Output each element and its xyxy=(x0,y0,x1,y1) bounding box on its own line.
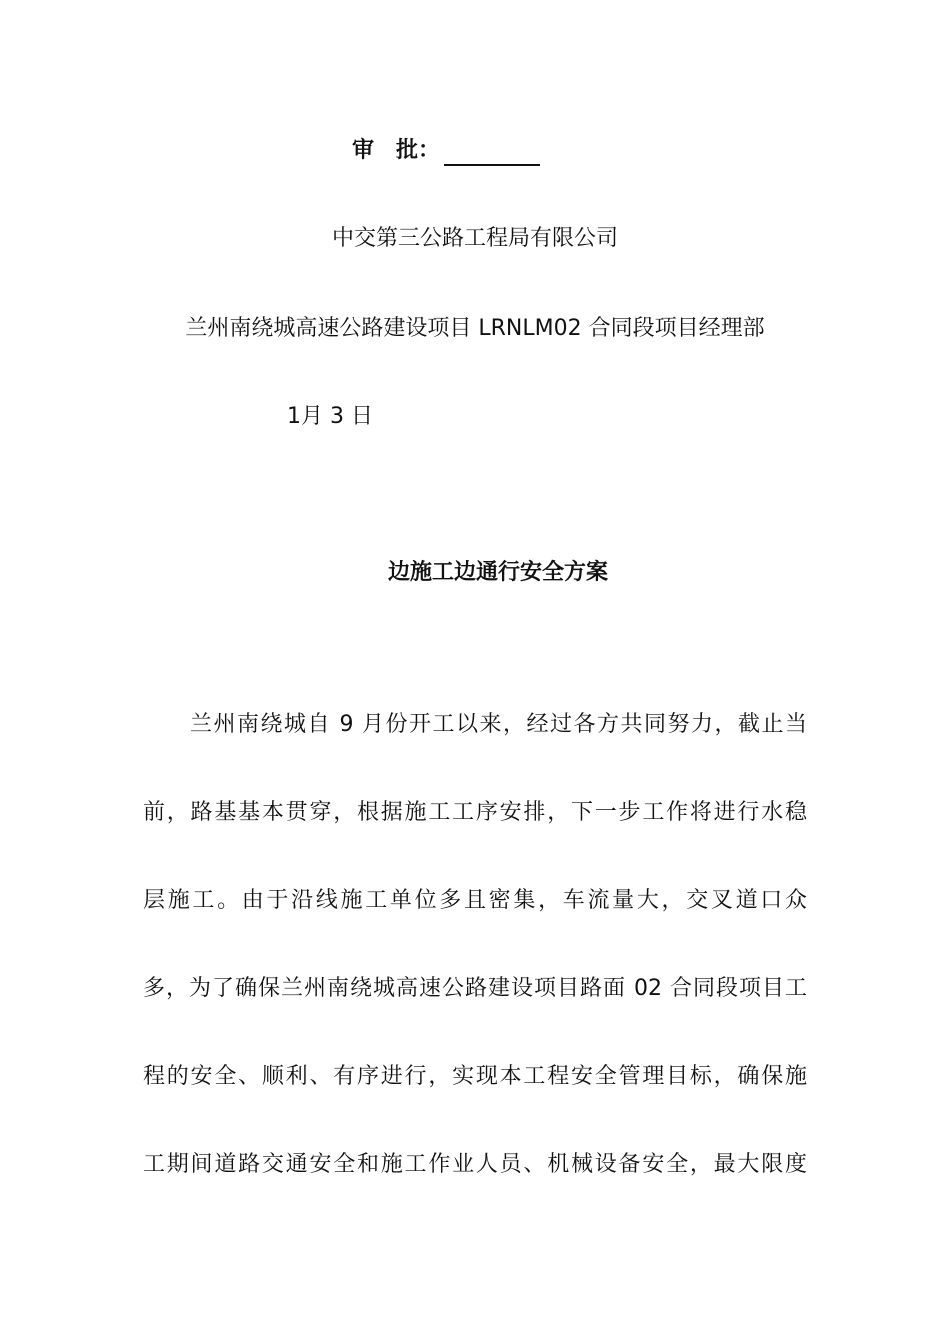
body-line: 前，路基基本贯穿，根据施工工序安排，下一步工作将进行水稳 xyxy=(143,800,807,825)
company-name: 中交第三公路工程局有限公司 xyxy=(331,226,618,251)
body-line: 工期间道路交通安全和施工作业人员、机械设备安全，最大限度 xyxy=(143,1152,807,1177)
body-line: 多，为了确保兰州南绕城高速公路建设项目路面 02 合同段项目工 xyxy=(143,976,807,1001)
department-name: 兰州南绕城高速公路建设项目 LRNLM02 合同段项目经理部 xyxy=(185,316,765,341)
approval-field xyxy=(352,136,540,166)
body-line: 层施工。由于沿线施工单位多且密集，车流量大，交叉道口众 xyxy=(143,888,807,913)
body-line: 程的安全、顺利、有序进行，实现本工程安全管理目标，确保施 xyxy=(143,1064,807,1089)
document-title: 边施工边通行安全方案 xyxy=(387,560,608,585)
approval-signature-blank xyxy=(444,140,540,166)
approval-label: 审 批： xyxy=(352,138,441,163)
body-line: 兰州南绕城自 9 月份开工以来，经过各方共同努力，截止当 xyxy=(190,712,807,737)
document-date: 1月 3 日 xyxy=(287,404,373,429)
